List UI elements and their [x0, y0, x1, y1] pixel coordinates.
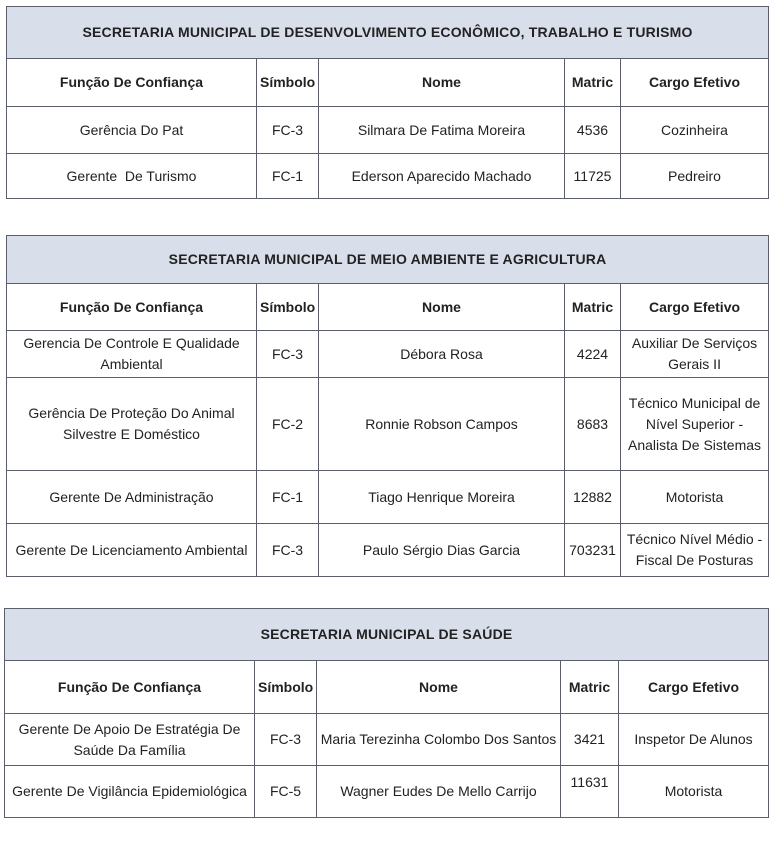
cell-simbolo: FC-3 [255, 714, 317, 766]
cell-funcao: Gerente De Vigilância Epidemiológica [5, 766, 255, 818]
cell-funcao: Gerência Do Pat [7, 107, 257, 154]
cell-nome: Tiago Henrique Moreira [319, 471, 565, 524]
cell-nome: Ederson Aparecido Machado [319, 154, 565, 199]
cell-cargo: Inspetor De Alunos [619, 714, 769, 766]
header-matric: Matric [561, 661, 619, 714]
cell-nome: Ronnie Robson Campos [319, 378, 565, 471]
table-row [7, 107, 769, 154]
cell-matric: 4224 [565, 331, 621, 378]
header-nome: Nome [317, 661, 561, 714]
cell-funcao: Gerente De Licenciamento Ambiental [7, 524, 257, 577]
header-cargo: Cargo Efetivo [621, 59, 769, 107]
table-row [5, 766, 769, 818]
header-simbolo: Símbolo [257, 284, 319, 331]
cell-matric: 12882 [565, 471, 621, 524]
cell-simbolo: FC-5 [255, 766, 317, 818]
cell-cargo: Técnico Municipal de Nível Superior - Analista De Sistemas [621, 378, 769, 471]
table-row [7, 471, 769, 524]
cell-funcao: Gerencia De Controle E Qualidade Ambiental [7, 331, 257, 378]
header-funcao: Função De Confiança [7, 284, 257, 331]
cell-nome: Débora Rosa [319, 331, 565, 378]
table-row [5, 714, 769, 766]
table-row [7, 524, 769, 577]
table-title: SECRETARIA MUNICIPAL DE MEIO AMBIENTE E AGRICULTURA [7, 236, 769, 284]
cell-funcao: Gerente De Turismo [7, 154, 257, 199]
header-simbolo: Símbolo [257, 59, 319, 107]
cell-funcao: Gerência De Proteção Do Animal Silvestre E Doméstico [7, 378, 257, 471]
table-title: SECRETARIA MUNICIPAL DE SAÚDE [5, 609, 769, 661]
header-funcao: Função De Confiança [7, 59, 257, 107]
table-row [7, 154, 769, 199]
cell-matric: 11725 [565, 154, 621, 199]
table-desenvolvimento [6, 6, 769, 199]
cell-nome: Paulo Sérgio Dias Garcia [319, 524, 565, 577]
header-nome: Nome [319, 59, 565, 107]
cell-matric: 3421 [561, 714, 619, 766]
cell-simbolo: FC-1 [257, 154, 319, 199]
cell-simbolo: FC-3 [257, 107, 319, 154]
cell-cargo: Auxiliar De Serviços Gerais II [621, 331, 769, 378]
table-row [7, 378, 769, 471]
cell-funcao: Gerente De Apoio De Estratégia De Saúde Da Família [5, 714, 255, 766]
cell-cargo: Motorista [619, 766, 769, 818]
header-matric: Matric [565, 284, 621, 331]
header-simbolo: Símbolo [255, 661, 317, 714]
cell-simbolo: FC-3 [257, 331, 319, 378]
header-cargo: Cargo Efetivo [619, 661, 769, 714]
cell-cargo: Pedreiro [621, 154, 769, 199]
table-title: SECRETARIA MUNICIPAL DE DESENVOLVIMENTO ECONÔMICO, TRABALHO E TURISMO [7, 7, 769, 59]
table-row [7, 331, 769, 378]
cell-cargo: Cozinheira [621, 107, 769, 154]
table-saude [4, 608, 769, 818]
cell-nome: Maria Terezinha Colombo Dos Santos [317, 714, 561, 766]
header-matric: Matric [565, 59, 621, 107]
cell-cargo: Técnico Nível Médio - Fiscal De Posturas [621, 524, 769, 577]
header-cargo: Cargo Efetivo [621, 284, 769, 331]
cell-cargo: Motorista [621, 471, 769, 524]
cell-funcao: Gerente De Administração [7, 471, 257, 524]
cell-nome: Silmara De Fatima Moreira [319, 107, 565, 154]
cell-matric: 703231 [565, 524, 621, 577]
header-nome: Nome [319, 284, 565, 331]
cell-simbolo: FC-3 [257, 524, 319, 577]
cell-nome: Wagner Eudes De Mello Carrijo [317, 766, 561, 818]
cell-simbolo: FC-1 [257, 471, 319, 524]
header-funcao: Função De Confiança [5, 661, 255, 714]
cell-matric: 11631 [561, 766, 619, 818]
cell-matric: 8683 [565, 378, 621, 471]
cell-simbolo: FC-2 [257, 378, 319, 471]
cell-matric: 4536 [565, 107, 621, 154]
table-meio-ambiente [6, 235, 769, 577]
